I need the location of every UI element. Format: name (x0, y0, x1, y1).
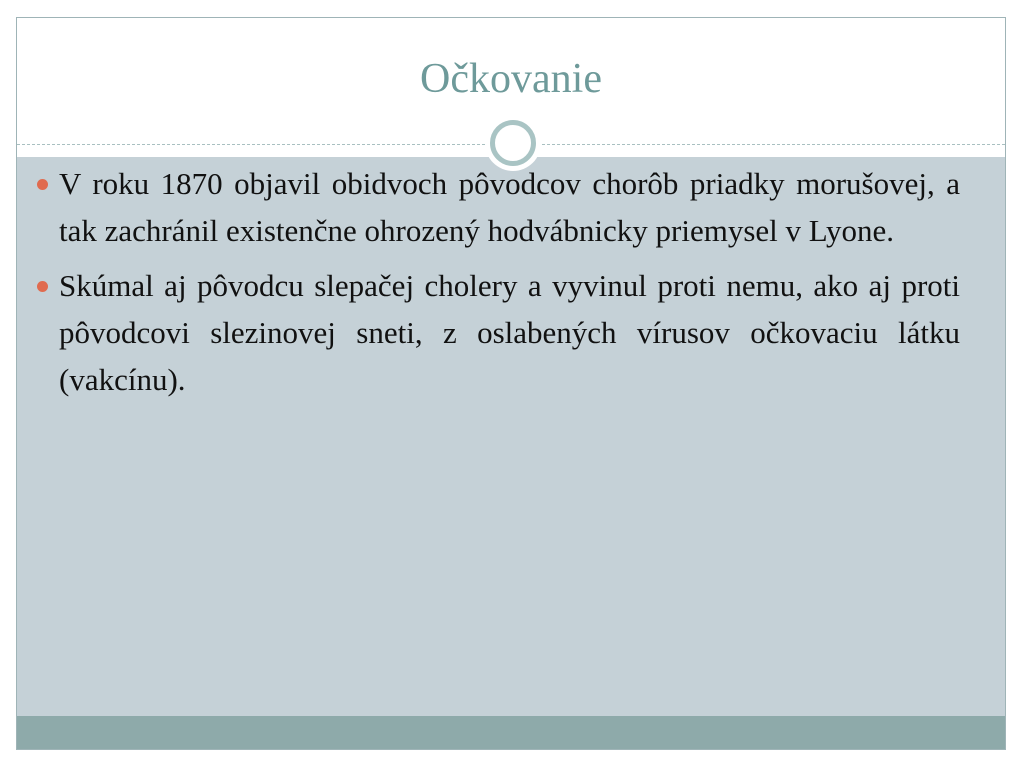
bullet-item (36, 262, 960, 403)
bullet-dot-icon (37, 179, 48, 190)
bullet-list (36, 160, 960, 411)
bullet-text: V roku 1870 objavil obidvoch pôvodcov chorôb priadky morušovej, a tak zachránil existenčne ohrozený hodvábnicky priemysel v Lyone. (59, 166, 960, 248)
footer-band (17, 716, 1005, 750)
bullet-dot-icon (37, 281, 48, 292)
bullet-item (36, 160, 960, 254)
slide-title: Očkovanie (420, 56, 602, 102)
bullet-text: Skúmal aj pôvodcu slepačej cholery a vyvinul proti nemu, ako aj proti pôvodcovi slezinovej sneti, z oslabených vírusov očkovaciu látku (vakcínu). (59, 268, 960, 397)
